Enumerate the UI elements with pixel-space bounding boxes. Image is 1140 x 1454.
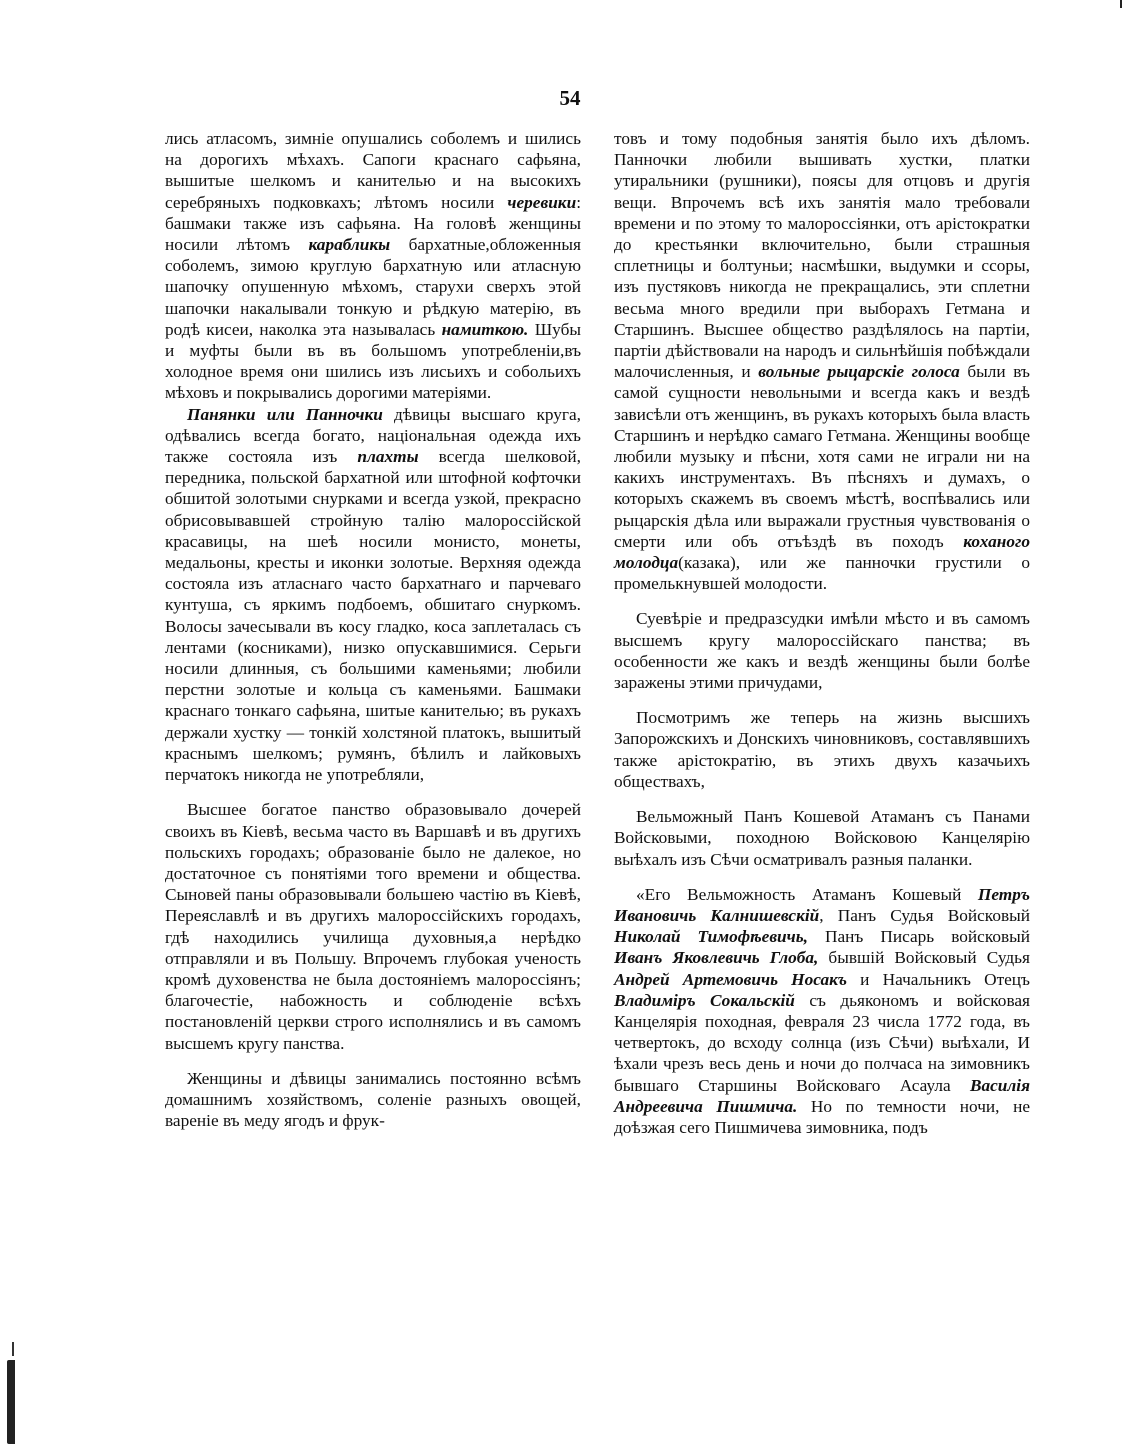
paragraph bbox=[165, 1068, 581, 1132]
italic-text: Василія Андреевича Пишмича. bbox=[614, 1075, 1030, 1116]
text-span: Высшее богатое панство образовывало дочерей своихъ въ Кіевѣ, весьма часто въ Варшавѣ и въ другихъ польскихъ городахъ; образованіе было не далекое, но достаточное съ понятіями того времени и общества. Сыновей паны образовывали большею частію въ Кіевѣ, Переяславлѣ и въ другихъ малороссійскихъ городахъ, гдѣ находились училища духовныя,а нерѣдко отправляли и въ Польшу. Впрочемъ глубокая ученость кромѣ духовенства не была достояніемъ малороссіянъ; благочестіе, набожность и соблюденіе всѣхъ постановленій церкви строго исполнялись и въ самомъ высшемъ кругу панства. bbox=[165, 800, 581, 1053]
text-span: съ дьякономъ и войсковая Канцелярія походная, февраля 23 числа 1772 года, въ четвертокъ, до всходу солнца (изъ Сѣчи) выѣхали, И ѣхали чрезъ весь день и ночи до полчаса на зимовникъ бывшаго Старшины Войсковаго Асаула bbox=[614, 990, 1030, 1095]
italic-text: Панянки или Панночки bbox=[187, 404, 383, 424]
paragraph bbox=[614, 128, 1030, 594]
italic-text: Владиміръ Сокальскій bbox=[614, 990, 795, 1010]
text-span: и Начальникъ Отецъ bbox=[846, 969, 1030, 989]
paragraph bbox=[614, 806, 1030, 870]
text-span: бархатные,обложенныя соболемъ, зимою круглую бархатную или атласную шапочку опушенную мѣхомъ, старухи сверхъ этой шапочки накалывали тонкую и рѣдкую матерію, въ родѣ кисеи, наколка эта называлась bbox=[165, 235, 581, 339]
text-span: всегда шелковой, передника, польской бархатной или штофной кофточки обшитой золотыми снурками и всегда узкой, прекрасно обрисовывавшей стройную талію малороссійской красавицы, на шеѣ носили монисто, монеты, медальоны, кресты и иконки золотые. Верхняя одежда состояла изъ атласнаго часто бархатнаго и парчеваго кунтуша, съ яркимъ подбоемъ, обшитаго снуркомъ. Волосы зачесывали въ косу гладко, коса заплеталась съ лентами (косниками), низко опускавшимися. Серьги носили длинныя, съ большими каменьями; любили перстни золотые и кольца съ каменьями. Башмаки краснаго тонкаго сафьяна, шитые канителью; въ рукахъ держали хустку — тонкій холстяной платокъ, вышитый краснымъ шелкомъ; румянъ, бѣлилъ и лайковыхъ перчатокъ никогда не употребляли, bbox=[165, 447, 581, 785]
paragraph bbox=[614, 884, 1030, 1138]
text-span: : башмаки также изъ сафьяна. На головѣ женщины носили лѣтомъ bbox=[165, 192, 581, 255]
italic-text: вольные рыцарскіе голоса bbox=[758, 362, 960, 382]
text-span: Женщины и дѣвицы занимались постоянно всѣмъ домашнимъ хозяйствомъ, соленіе разныхъ овощей, вареніе въ меду ягодъ и фрук- bbox=[165, 1068, 581, 1131]
text-span: (казака), или же панночки грустили о промелькнувшей молодости. bbox=[614, 553, 1030, 594]
italic-text: Андрей Артемовичь Носакъ bbox=[614, 969, 847, 989]
text-span: дѣвицы высшаго круга, одѣвались всегда богато, національная одежда ихъ также состояла изъ bbox=[165, 404, 581, 467]
text-span: «Его Вельможность Атаманъ Кошевый bbox=[636, 884, 978, 904]
page-number: 54 bbox=[559, 86, 581, 110]
italic-text: Николай Тимофѣевичь, bbox=[614, 927, 808, 947]
text-span: Суевѣріе и предразсудки имѣли мѣсто и въ самомъ высшемъ кругу малороссійскаго панства; въ особенности же какъ и вездѣ женщины были болѣе заражены этими причудами, bbox=[614, 609, 1030, 693]
italic-text: плахты bbox=[357, 447, 419, 467]
text-span: бывшій Войсковый Судья bbox=[818, 948, 1030, 968]
scan-edge-mark-left bbox=[7, 1360, 15, 1444]
right-column bbox=[614, 128, 1030, 1138]
text-span: , Панъ Судья Войсковый bbox=[819, 905, 1030, 925]
italic-text: намиткою. bbox=[441, 319, 529, 339]
text-span: Панъ Писарь войсковый bbox=[807, 927, 1030, 947]
scan-edge-dot bbox=[12, 1342, 14, 1356]
text-span: были въ самой сущности невольными и всегда какъ и вездѣ зависѣли отъ женщинъ, въ рукахъ которыхъ была власть Старшинъ и нерѣдко самаго Гетмана. Женщины вообще любили музыку и пѣсни, хотя сами не играли ни на какихъ инструментахъ. Въ пѣсняхъ и думахъ, о которыхъ скажемъ въ своемъ мѣстѣ, воспѣвались или рыцарскія дѣла или выражали грустныя чувствованія о смерти или объ отъѣздѣ въ походъ bbox=[614, 362, 1030, 551]
italic-text: черевики bbox=[507, 192, 577, 212]
text-span: Вельможный Панъ Кошевой Атаманъ съ Панами Войсковыми, походною Войсковою Канцелярію выѣхалъ изъ Сѣчи осматривалъ разныя паланки. bbox=[614, 807, 1030, 869]
text-span: товъ и тому подобныя занятія было ихъ дѣломъ. Панночки любили вышивать хустки, платки утиральники (рушники), поясы для отцовъ и другія вещи. Впрочемъ всѣ ихъ занятія мало требовали времени и по этому то малороссіянки, отъ арістократки до крестьянки включительно, были страшныя сплетницы и болтуньи; насмѣшки, выдумки и ссоры, изъ пустяковъ никогда не прекращались, эти сплетни весьма много вредили при выборахъ Гетмана и Старшинъ. Высшее общество раздѣлялось на партіи, партіи дѣйствовали на народъ и сильнѣйшія побѣждали малочисленныя, и bbox=[614, 129, 1030, 382]
paragraph bbox=[614, 608, 1030, 693]
text-span: Посмотримъ же теперь на жизнь высшихъ Запорожскихъ и Донскихъ чиновниковъ, составлявшихъ также арістократію, въ этихъ двухъ казачьихъ обществахъ, bbox=[614, 708, 1030, 791]
left-column bbox=[165, 128, 581, 1131]
text-span: лись атласомъ, зимніе опушались соболемъ и шились на дорогихъ мѣхахъ. Сапоги краснаго сафьяна, вышитые шелкомъ и канителью и на высокихъ серебряныхъ подковкахъ; лѣтомъ носили bbox=[165, 129, 581, 212]
italic-text: коханого молодца bbox=[614, 531, 1030, 573]
paragraph bbox=[165, 799, 581, 1053]
italic-text: Петръ Ивановичь Калнишевскій bbox=[614, 884, 1030, 925]
paragraph bbox=[614, 707, 1030, 792]
scan-edge-mark-top bbox=[1120, 0, 1122, 8]
text-span: Шубы и муфты были въ въ большомъ употребленіи,въ холодное время они шились изъ лисьихъ и собольихъ мѣховъ и покрывались дорогими матеріями. bbox=[165, 319, 581, 403]
text-span: Но по темности ночи, не доѣзжая сего Пишмичева зимовника, подъ bbox=[614, 1096, 1030, 1137]
italic-text: карабликы bbox=[308, 235, 391, 255]
paragraph bbox=[165, 404, 581, 786]
paragraph bbox=[165, 128, 581, 404]
italic-text: Иванъ Яковлевичь Глоба, bbox=[614, 948, 819, 968]
